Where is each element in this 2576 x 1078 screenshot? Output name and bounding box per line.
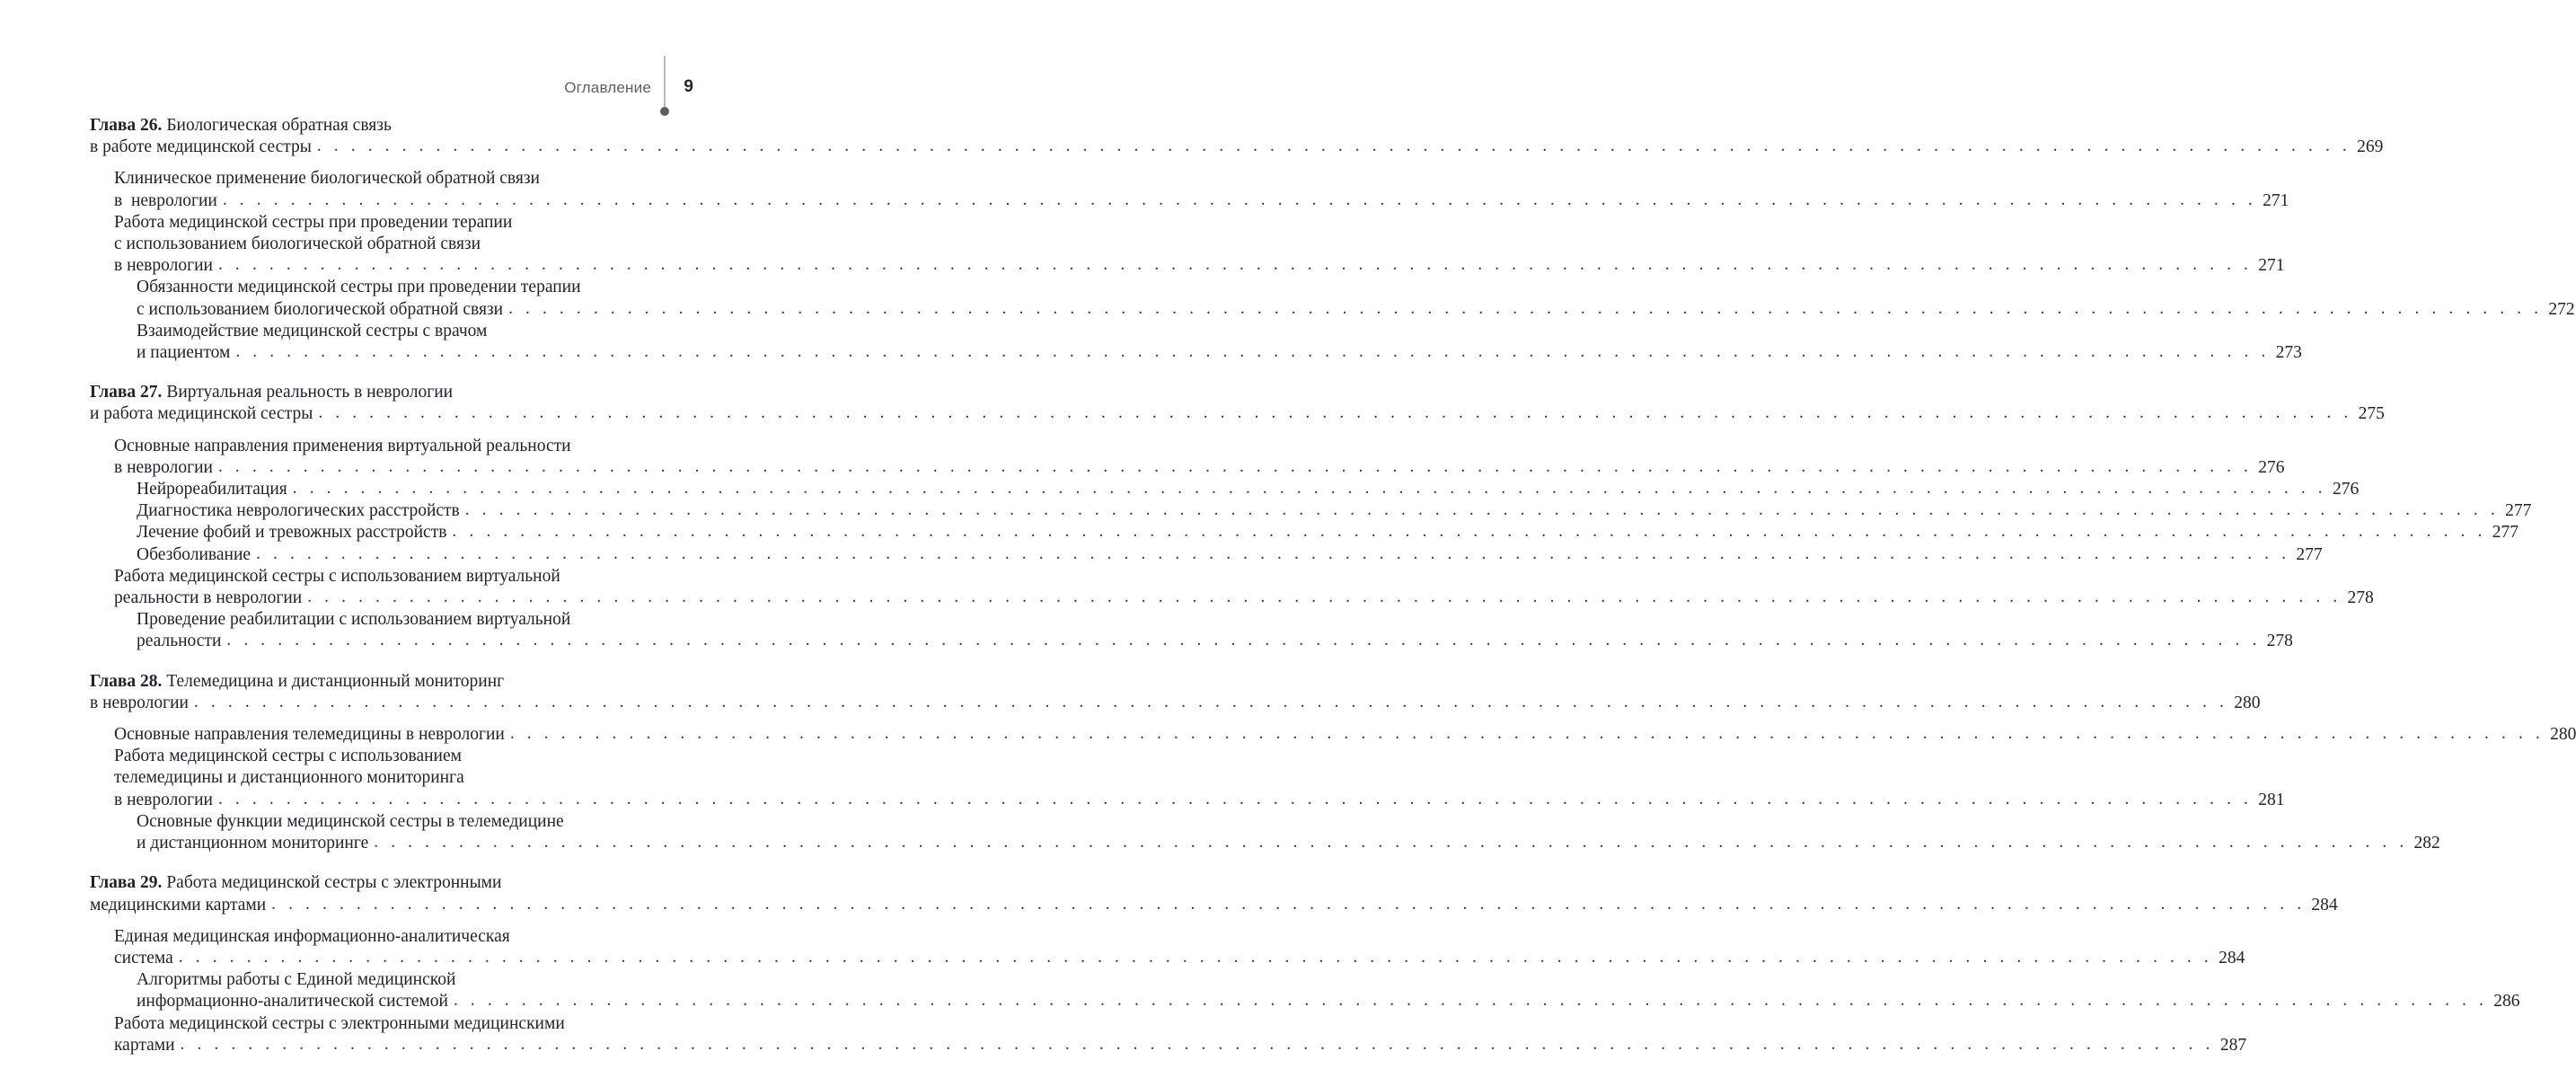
toc-entry-line — [114, 255, 2285, 277]
toc-entry-page-number: 271 — [2263, 190, 2289, 210]
toc-entry-text: информационно-аналитической системой — [137, 992, 448, 1012]
toc-entry[interactable] — [90, 926, 2245, 969]
toc-entry-text: картами — [114, 1035, 175, 1055]
page-number: 9 — [684, 77, 693, 96]
toc-entry-page-number: 284 — [2219, 948, 2245, 968]
toc-entry-page-number: 277 — [2296, 544, 2323, 564]
toc-chapter-heading[interactable] — [90, 671, 2261, 714]
toc-entry-page-number: 286 — [2493, 992, 2520, 1012]
toc-entry-line — [137, 277, 732, 298]
toc-entry[interactable] — [90, 321, 2302, 364]
toc-entry-text: Взаимодействие медицинской сестры с врачом — [137, 321, 488, 340]
toc-entry-line — [90, 894, 2338, 916]
toc-chapter-block — [90, 872, 2520, 1056]
toc-entry-line — [90, 382, 685, 403]
toc-entry[interactable] — [90, 522, 2519, 543]
toc-entry-line — [114, 566, 710, 588]
toc-entry-text: Алгоритмы работы с Единой медицинской — [137, 970, 456, 990]
toc-entry-line — [114, 926, 710, 948]
dot-leader: . . . . . . . . . . . . . . . . . . . . . . . . . . . . . . . . . . . . . . . . . . . . . . . . . . . . . . . . . . . . . . . . . . . . . . . . . . . . . . . . . . . . . . . . . . . . . . . . . . . . . . . . . . . . . . . . . . . . . . . . — [292, 479, 2327, 499]
running-head — [0, 56, 771, 119]
toc-entry-text: и дистанционном мониторинге — [137, 834, 369, 853]
toc-entry-text: в неврологии — [114, 457, 213, 477]
dot-leader: . . . . . . . . . . . . . . . . . . . . . . . . . . . . . . . . . . . . . . . . . . . . . . . . . . . . . . . . . . . . . . . . . . . . . . . . . . . . . . . . . . . . . . . . . . . . . . . . . . . . . . . . . . . . . . . . . . . . . . . . — [453, 991, 2488, 1011]
toc-entry-line — [137, 500, 2532, 522]
toc-entry[interactable] — [90, 724, 2576, 746]
toc-entry-text: в неврологии — [114, 790, 213, 809]
toc-entry-page-number: 276 — [2258, 457, 2285, 477]
dot-leader: . . . . . . . . . . . . . . . . . . . . . . . . . . . . . . . . . . . . . . . . . . . . . . . . . . . . . . . . . . . . . . . . . . . . . . . . . . . . . . . . . . . . . . . . . . . . . . . . . . . . . . . . . . . . . . . . . . . . . . . . — [217, 456, 2253, 476]
toc-entry-text: Нейрореабилитация — [137, 480, 287, 499]
toc-entry[interactable] — [90, 1013, 2247, 1056]
toc-entry-text: Основные направления применения виртуальной реальности — [114, 436, 571, 455]
table-of-contents — [90, 115, 2576, 1056]
toc-entry-line — [137, 631, 2293, 652]
toc-entry-text: Обезболивание — [137, 544, 251, 564]
toc-chapter-heading[interactable] — [90, 872, 2338, 915]
toc-entry-page-number: 275 — [2358, 404, 2385, 424]
toc-entry[interactable] — [90, 479, 2360, 500]
dot-leader: . . . . . . . . . . . . . . . . . . . . . . . . . . . . . . . . . . . . . . . . . . . . . . . . . . . . . . . . . . . . . . . . . . . . . . . . . . . . . . . . . . . . . . . . . . . . . . . . . . . . . . . . . . . . . . . . . . . . . . . . — [318, 403, 2352, 423]
toc-entry-page-number: 271 — [2258, 256, 2285, 276]
toc-entry-text: Клиническое применение биологической обратной связи — [114, 169, 540, 189]
dot-leader: . . . . . . . . . . . . . . . . . . . . . . . . . . . . . . . . . . . . . . . . . . . . . . . . . . . . . . . . . . . . . . . . . . . . . . . . . . . . . . . . . . . . . . . . . . . . . . . . . . . . . . . . . . . . . . . . . . . . . . . . — [222, 190, 2257, 209]
dot-leader: . . . . . . . . . . . . . . . . . . . . . . . . . . . . . . . . . . . . . . . . . . . . . . . . . . . . . . . . . . . . . . . . . . . . . . . . . . . . . . . . . . . . . . . . . . . . . . . . . . . . . . . . . . . . . . . . . . . . . . . . — [193, 692, 2228, 711]
dot-leader: . . . . . . . . . . . . . . . . . . . . . . . . . . . . . . . . . . . . . . . . . . . . . . . . . . . . . . . . . . . . . . . . . . . . . . . . . . . . . . . . . . . . . . . . . . . . . . . . . . . . . . . . . . . . . . . . . . . . . . . . — [217, 255, 2253, 275]
toc-entry-text: Единая медицинская информационно-аналитическая — [114, 926, 510, 946]
toc-entry-line — [114, 168, 710, 190]
toc-entry-line — [114, 767, 710, 789]
toc-entry-page-number: 277 — [2492, 523, 2519, 543]
toc-entry-line — [114, 456, 2285, 479]
toc-chapter-block — [90, 671, 2576, 855]
toc-entry-page-number: 278 — [2347, 588, 2374, 608]
toc-entry[interactable] — [90, 168, 2289, 211]
toc-entry-text: Глава 28. Телемедицина и дистанционный мониторинг — [90, 671, 505, 691]
toc-entry-line — [137, 298, 2575, 321]
toc-entry-line — [114, 190, 2289, 212]
toc-entry-text: и работа медицинской сестры — [90, 404, 313, 424]
toc-entry-text: медицинскими картами — [90, 895, 267, 915]
dot-leader: . . . . . . . . . . . . . . . . . . . . . . . . . . . . . . . . . . . . . . . . . . . . . . . . . . . . . . . . . . . . . . . . . . . . . . . . . . . . . . . . . . . . . . . . . . . . . . . . . . . . . . . . . . . . . . . . . . . . . . . . — [452, 522, 2486, 542]
toc-entry-page-number: 277 — [2505, 501, 2532, 521]
toc-entry-line — [114, 789, 2285, 811]
dot-leader: . . . . . . . . . . . . . . . . . . . . . . . . . . . . . . . . . . . . . . . . . . . . . . . . . . . . . . . . . . . . . . . . . . . . . . . . . . . . . . . . . . . . . . . . . . . . . . . . . . . . . . . . . . . . . . . . . . . . . . . . — [374, 833, 2408, 853]
toc-entry[interactable] — [90, 500, 2532, 522]
toc-entry-text: Диагностика неврологических расстройств — [137, 501, 460, 521]
toc-entry-text: с использованием биологической обратной связи — [114, 234, 481, 254]
toc-entry-line — [90, 671, 685, 693]
toc-entry-line — [90, 137, 2384, 158]
toc-entry-text: Основные функции медицинской сестры в телемедицине — [137, 811, 564, 831]
toc-entry-text: Работа медицинской сестры с использованием виртуальной — [114, 566, 560, 586]
toc-entry-line — [90, 115, 685, 137]
toc-entry-text: Глава 26. Биологическая обратная связь — [90, 116, 392, 135]
chapter-number: Глава 26. — [90, 116, 167, 135]
dot-leader: . . . . . . . . . . . . . . . . . . . . . . . . . . . . . . . . . . . . . . . . . . . . . . . . . . . . . . . . . . . . . . . . . . . . . . . . . . . . . . . . . . . . . . . . . . . . . . . . . . . . . . . . . . . . . . . . . . . . . . . . — [307, 588, 2342, 607]
chapter-number: Глава 28. — [90, 671, 167, 691]
toc-chapter-block — [90, 115, 2575, 364]
toc-entry-line — [137, 543, 2323, 566]
dot-leader: . . . . . . . . . . . . . . . . . . . . . . . . . . . . . . . . . . . . . . . . . . . . . . . . . . . . . . . . . . . . . . . . . . . . . . . . . . . . . . . . . . . . . . . . . . . . . . . . . . . . . . . . . . . . . . . . . . . . . . . . — [217, 789, 2253, 808]
toc-entry[interactable] — [90, 609, 2293, 652]
toc-entry[interactable] — [90, 543, 2323, 566]
toc-entry-page-number: 284 — [2311, 895, 2338, 915]
toc-entry-text: Работа медицинской сестры при проведении терапии — [114, 212, 513, 232]
toc-entry-text: в неврологии — [114, 190, 217, 210]
dot-leader: . . . . . . . . . . . . . . . . . . . . . . . . . . . . . . . . . . . . . . . . . . . . . . . . . . . . . . . . . . . . . . . . . . . . . . . . . . . . . . . . . . . . . . . . . . . . . . . . . . . . . . . . . . . . . . . . . . . . . . . . — [271, 894, 2306, 914]
running-head-label: Оглавление — [564, 79, 651, 96]
dot-leader: . . . . . . . . . . . . . . . . . . . . . . . . . . . . . . . . . . . . . . . . . . . . . . . . . . . . . . . . . . . . . . . . . . . . . . . . . . . . . . . . . . . . . . . . . . . . . . . . . . . . . . . . . . . . . . . . . . . . . . . . — [509, 724, 2545, 744]
toc-entry-line — [137, 479, 2360, 500]
toc-entry-text: Проведение реабилитации с использованием виртуальной — [137, 610, 571, 630]
toc-entry-line — [90, 403, 2385, 425]
toc-entry-text: Обязанности медицинской сестры при проведении терапии — [137, 278, 581, 297]
toc-entry-page-number: 287 — [2219, 1035, 2247, 1055]
toc-entry-text: реальности в неврологии — [114, 588, 303, 608]
toc-entry-page-number: 272 — [2548, 299, 2575, 319]
toc-entry-page-number: 278 — [2266, 632, 2293, 651]
toc-chapter-heading[interactable] — [90, 115, 2384, 158]
toc-entry-text: в неврологии — [114, 256, 213, 276]
toc-entry-text: Глава 27. Виртуальная реальность в неврологии — [90, 383, 454, 402]
toc-entry[interactable] — [90, 212, 2285, 278]
toc-entry-line — [137, 342, 2302, 364]
toc-entry-page-number: 280 — [2550, 725, 2576, 745]
toc-entry-page-number: 269 — [2357, 137, 2384, 157]
toc-entry-text: телемедицины и дистанционного мониторинга — [114, 768, 464, 788]
toc-entry-text: в неврологии — [90, 693, 189, 712]
toc-entry[interactable] — [90, 436, 2285, 479]
chapter-number: Глава 29. — [90, 873, 167, 893]
toc-entry[interactable] — [90, 746, 2285, 811]
toc-entry-line — [137, 522, 2519, 543]
toc-entry-page-number: 273 — [2275, 343, 2302, 363]
toc-entry-line — [114, 724, 2576, 746]
toc-entry-line — [114, 1034, 2247, 1056]
toc-entry-page-number: 276 — [2333, 480, 2360, 499]
toc-entry-text: Основные направления телемедицины в неврологии — [114, 725, 505, 745]
toc-entry-line — [114, 746, 710, 767]
toc-entry-text: реальности — [137, 632, 222, 651]
toc-entry-line — [114, 234, 710, 255]
toc-entry-text: Глава 29. Работа медицинской сестры с электронными — [90, 873, 502, 893]
toc-chapter-heading[interactable] — [90, 382, 2385, 425]
toc-entry-line — [137, 969, 732, 991]
toc-entry-line — [137, 811, 732, 833]
toc-entry[interactable] — [90, 277, 2575, 320]
toc-entry-line — [137, 991, 2520, 1012]
dot-leader: . . . . . . . . . . . . . . . . . . . . . . . . . . . . . . . . . . . . . . . . . . . . . . . . . . . . . . . . . . . . . . . . . . . . . . . . . . . . . . . . . . . . . . . . . . . . . . . . . . . . . . . . . . . . . . . . . . . . . . . . — [235, 342, 2270, 362]
toc-entry[interactable] — [90, 566, 2374, 609]
dot-leader: . . . . . . . . . . . . . . . . . . . . . . . . . . . . . . . . . . . . . . . . . . . . . . . . . . . . . . . . . . . . . . . . . . . . . . . . . . . . . . . . . . . . . . . . . . . . . . . . . . . . . . . . . . . . . . . . . . . . . . . . — [464, 500, 2500, 520]
dot-leader: . . . . . . . . . . . . . . . . . . . . . . . . . . . . . . . . . . . . . . . . . . . . . . . . . . . . . . . . . . . . . . . . . . . . . . . . . . . . . . . . . . . . . . . . . . . . . . . . . . . . . . . . . . . . . . . . . . . . . . . . — [178, 947, 2213, 967]
toc-entry[interactable] — [90, 811, 2440, 854]
toc-entry-page-number: 281 — [2258, 790, 2285, 809]
toc-entry-text: Работа медицинской сестры с электронными медицинскими — [114, 1013, 565, 1033]
dot-leader: . . . . . . . . . . . . . . . . . . . . . . . . . . . . . . . . . . . . . . . . . . . . . . . . . . . . . . . . . . . . . . . . . . . . . . . . . . . . . . . . . . . . . . . . . . . . . . . . . . . . . . . . . . . . . . . . . . . . . . . . — [316, 137, 2351, 156]
dot-leader: . . . . . . . . . . . . . . . . . . . . . . . . . . . . . . . . . . . . . . . . . . . . . . . . . . . . . . . . . . . . . . . . . . . . . . . . . . . . . . . . . . . . . . . . . . . . . . . . . . . . . . . . . . . . . . . . . . . . . . . . — [256, 543, 2290, 563]
toc-entry-text: в работе медицинской сестры — [90, 137, 312, 157]
toc-entry-text: Работа медицинской сестры с использованием — [114, 747, 462, 766]
toc-entry-line — [90, 872, 685, 894]
toc-entry[interactable] — [90, 969, 2520, 1012]
toc-entry-line — [137, 609, 732, 631]
toc-entry-text: система — [114, 948, 173, 968]
dot-leader: . . . . . . . . . . . . . . . . . . . . . . . . . . . . . . . . . . . . . . . . . . . . . . . . . . . . . . . . . . . . . . . . . . . . . . . . . . . . . . . . . . . . . . . . . . . . . . . . . . . . . . . . . . . . . . . . . . . . . . . . — [508, 298, 2543, 318]
toc-entry-line — [114, 947, 2245, 969]
toc-entry-page-number: 280 — [2234, 693, 2261, 712]
dot-leader: . . . . . . . . . . . . . . . . . . . . . . . . . . . . . . . . . . . . . . . . . . . . . . . . . . . . . . . . . . . . . . . . . . . . . . . . . . . . . . . . . . . . . . . . . . . . . . . . . . . . . . . . . . . . . . . . . . . . . . . . — [226, 631, 2261, 650]
toc-entry-line — [114, 436, 710, 457]
toc-entry-text: с использованием биологической обратной связи — [137, 299, 504, 319]
toc-entry-line — [114, 1013, 710, 1035]
dot-leader: . . . . . . . . . . . . . . . . . . . . . . . . . . . . . . . . . . . . . . . . . . . . . . . . . . . . . . . . . . . . . . . . . . . . . . . . . . . . . . . . . . . . . . . . . . . . . . . . . . . . . . . . . . . . . . . . . . . . . . . . — [180, 1034, 2215, 1054]
toc-entry-line — [114, 212, 710, 234]
toc-entry-line — [114, 588, 2374, 609]
toc-entry-text: Лечение фобий и тревожных расстройств — [137, 523, 447, 543]
toc-entry-page-number: 282 — [2413, 834, 2440, 853]
toc-entry-line — [137, 321, 732, 342]
toc-entry-line — [137, 833, 2440, 854]
toc-entry-text: и пациентом — [137, 343, 231, 363]
running-head-divider — [664, 56, 666, 110]
toc-chapter-block — [90, 382, 2532, 652]
chapter-number: Глава 27. — [90, 383, 167, 402]
toc-entry-line — [90, 692, 2261, 714]
